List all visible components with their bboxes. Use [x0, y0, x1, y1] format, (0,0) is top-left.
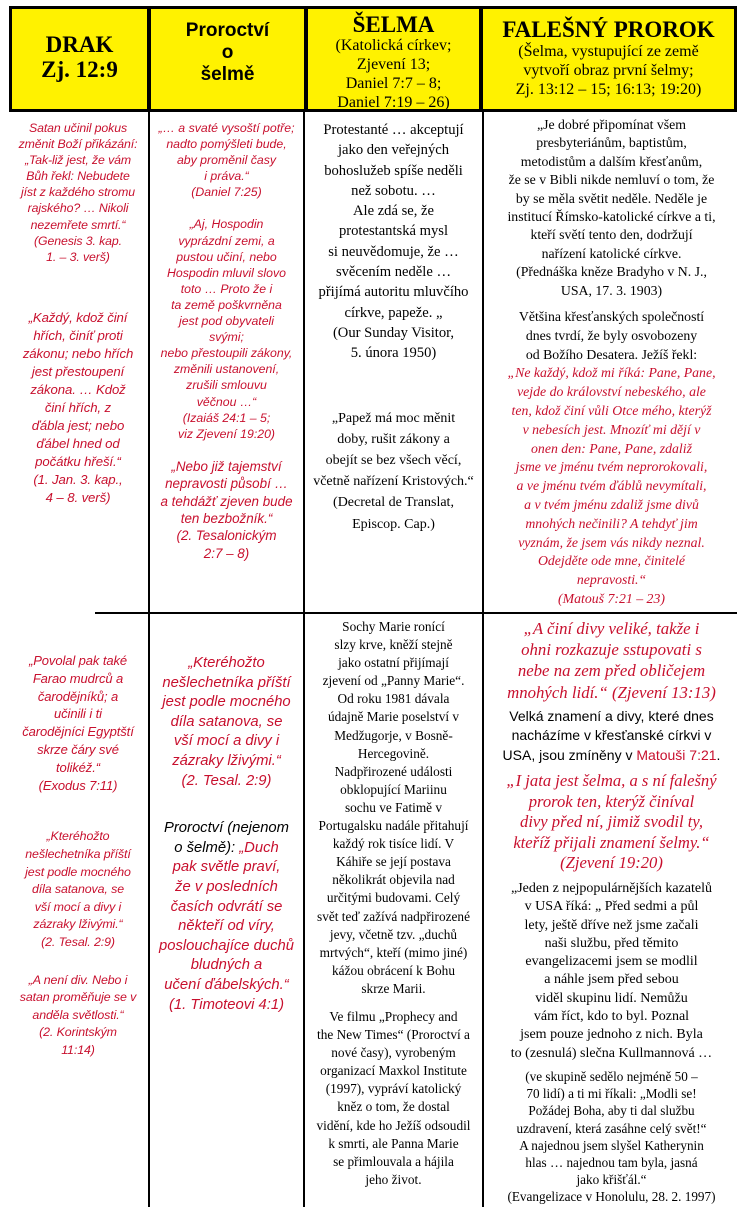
quote-line: „Tak-liž jest, že vám — [24, 153, 132, 168]
quote-line: prorok ten, kterýž činíval — [528, 791, 695, 811]
quote-line: zrušili smlouvu — [186, 378, 267, 393]
text-line: každý rok tisíce lidí. V — [332, 836, 455, 852]
quote-our-sunday-visitor — [305, 120, 482, 364]
quote-timothy — [150, 819, 303, 1015]
text-line: jevy, včetně tzv. „duchů — [329, 926, 458, 942]
quote-line: „Ne každý, kdož mi říká: Pane, Pane, — [507, 365, 716, 381]
quote-line: vší mocí a divy i — [34, 899, 122, 914]
beast-bottom-cell — [305, 618, 482, 1189]
quote-line: díla satanova, se — [170, 713, 283, 730]
ref-matthew: Matouši 7:21 — [636, 746, 717, 763]
header-false-prophet-sub-1: (Šelma, vystupující ze země — [518, 43, 699, 60]
quote-line: „Povolal pak také — [28, 653, 128, 668]
quote-line: zázraky lživými.“ — [33, 917, 123, 932]
quote-line: čarodějníků; a — [37, 688, 119, 704]
quote-2-thess-dragon — [8, 828, 148, 951]
quote-line: mnohých lidí.“ (Zjevení 13:13) — [507, 682, 716, 702]
header-beast — [305, 6, 482, 112]
quote-line: vyprázdní zemi, a — [178, 233, 275, 248]
quote-line: (Our Sunday Visitor, — [332, 324, 455, 341]
quote-2-thess — [150, 654, 303, 791]
quote-line: (2. Tesal. 2:9) — [41, 934, 115, 949]
divider-row — [95, 612, 737, 614]
text-line: kážou obrácení k Bohu — [332, 962, 455, 978]
prophecy-top-cell — [150, 120, 303, 562]
quote-line: ten, kdož činí vůli Otce mého, kterýž — [511, 403, 712, 419]
quote-line: vší mocí a divy i — [173, 733, 280, 750]
false-prophet-top-cell — [484, 116, 739, 609]
header-prophecy-title: Proroctví — [185, 20, 270, 41]
quote-line: (Evangelizace v Honolulu, 28. 2. 1997) — [507, 1189, 716, 1205]
header-prophecy-line3: šelmě — [200, 64, 255, 85]
quote-line: naši službu, před těmito — [544, 935, 679, 951]
quote-line: evangelizacemi jsem se modlil — [525, 954, 698, 970]
text-line: zjevení od „Panny Marie“. — [322, 673, 465, 689]
quote-line: v USA říká: „ Před sedmi a půl — [524, 899, 699, 915]
quote-line: včetně nařízení Kristových.“ — [313, 474, 474, 490]
quote-1-john — [8, 309, 148, 507]
quote-line: satan proměňuje se v — [19, 990, 137, 1005]
prophecy-bottom-cell — [150, 654, 303, 1015]
text-line: obklopující Mariinu — [340, 781, 447, 797]
beast-top-cell — [305, 120, 482, 535]
quote-daniel — [150, 120, 303, 200]
quote-line: že se v Bibli nikde nemluví o tom, že — [508, 172, 715, 188]
quote-line: (1. Timoteovi 4:1) — [169, 996, 284, 1013]
quote-line: v nebesích jest. Mnozíť mi dějí v — [522, 421, 701, 437]
quote-line: pak světle praví, — [172, 859, 281, 876]
quote-line: Protestanté … akceptují — [323, 122, 464, 138]
quote-line: nařízení katolické církve. — [541, 245, 682, 261]
quote-matthew-7 — [484, 364, 739, 608]
quote-line: doby, rušit zákony a — [337, 431, 450, 447]
quote-line: přijímá autoritu mluvčího — [318, 284, 469, 301]
quote-line: uzdravení, která zasáhne celý svět!“ — [516, 1120, 707, 1136]
quote-line: poslouchajíce duchů — [159, 937, 294, 954]
quote-line: „I jata jest šelma, a s ní falešný — [506, 771, 717, 791]
text-line: Většina křesťanských společností — [518, 309, 705, 325]
quote-line: A najednou jsem slyšel Katherynin — [519, 1137, 704, 1153]
quote-line: jest podle mocného — [162, 694, 291, 711]
header-dragon-title: DRAK — [45, 32, 114, 57]
quote-line: Odejděte ode mne, činitelé — [537, 553, 686, 569]
text-line: skrze Marii. — [361, 980, 426, 996]
quote-line: časích odvrátí se — [170, 898, 283, 915]
quote-line: věčnou …“ — [196, 394, 257, 409]
quote-line: (Daniel 7:25) — [191, 185, 262, 200]
quote-line: vejde do království nebeského, ale — [517, 384, 706, 400]
quote-line: činí hřích, z — [44, 399, 112, 415]
dragon-bottom-cell — [8, 652, 148, 1060]
text-line: the New Times“ (Proroctví a — [317, 1027, 470, 1043]
quote-preacher — [484, 880, 739, 1063]
quote-line: zákonu; nebo hřích — [22, 345, 134, 361]
text-line: Medžugorje, v Bosně- — [334, 727, 453, 743]
quote-line: viz Zjevení 19:20) — [177, 426, 276, 441]
text-line: sochu ve Fatimě v — [344, 799, 443, 815]
text-line: Hercegovině. — [357, 745, 430, 761]
quote-line: rajského? … Nikoli — [27, 201, 129, 216]
text-line: Portugalsku nadále přitahují — [318, 818, 469, 834]
header-dragon-ref: Zj. 12:9 — [41, 57, 118, 82]
quote-line: ohni rozkazuje sstupovati s — [521, 640, 702, 660]
quote-line: (2. Tesalonickým — [176, 528, 277, 544]
quote-line: hřích, činíť proti — [33, 327, 123, 343]
quote-line: „Aj, Hospodin — [189, 217, 264, 232]
quote-line: 4 – 8. verš) — [45, 489, 111, 505]
text-line: kněz o tom, že dostal — [337, 1099, 450, 1115]
quote-line: (Přednáška kněze Bradyho v N. J., — [516, 264, 707, 280]
text-line: několikrát objevila nad — [332, 872, 455, 888]
quote-line: jest podle mocného — [25, 864, 131, 879]
quote-brady — [484, 116, 739, 300]
quote-line: jsem pouze jednoho z nich. Byla — [520, 1027, 703, 1043]
dragon-top-cell — [8, 120, 148, 507]
text-line: určitými budovami. Celý — [326, 890, 461, 906]
quote-line: a tehdážť zjeven bude — [160, 493, 293, 509]
quote-line: „Každý, kdož činí — [28, 309, 128, 325]
header-false-prophet-sub-3: Zj. 13:12 – 15; 16:13; 19:20) — [515, 81, 702, 98]
quote-line: někteří od víry, — [178, 918, 275, 935]
quote-line: nezemřete smrtí.“ — [30, 217, 126, 232]
header-prophecy — [148, 6, 307, 112]
quote-line: (Izaiáš 24:1 – 5; — [182, 410, 271, 425]
quote-line: 1. – 3. verš) — [46, 249, 110, 264]
text-decalogue — [484, 308, 739, 364]
quote-line: změnili ustanovení, — [173, 362, 280, 377]
text-line: Káhiře se její postava — [336, 854, 451, 870]
quote-line: skrze čáry své — [37, 741, 119, 757]
text-line: dnes tvrdí, že byly osvobozeny — [525, 327, 698, 343]
false-prophet-bottom-cell — [484, 618, 739, 1206]
quote-line: jest přestoupení — [31, 363, 125, 379]
text-marian-apparitions — [305, 618, 482, 998]
quote-revelation-19 — [484, 771, 739, 874]
quote-line: by se měla světit neděle. Neděle je — [515, 190, 708, 206]
quote-line: nepravosti působí … — [165, 476, 288, 492]
quote-line: pustou učiní, nebo — [176, 249, 277, 264]
text-line: od Božího Desatera. Ježíš řekl: — [525, 346, 698, 362]
header-beast-sub-4: Daniel 7:19 – 26) — [337, 94, 450, 111]
text-line: údajně Marie poselství v — [327, 709, 460, 725]
quote-thessalonians — [150, 458, 303, 562]
quote-isaiah — [150, 216, 303, 441]
text-line: Sochy Marie ronící — [342, 619, 445, 634]
quote-line: (Zjevení 19:20) — [560, 853, 663, 873]
quote-line: tolikéž.“ — [56, 759, 100, 775]
quote-line: mnohých nečinili? A tehdyť jim — [525, 515, 698, 531]
quote-line: bludných a — [190, 957, 263, 974]
quote-line: (Decretal de Translat, — [333, 495, 454, 511]
text-line: USA, jsou zmíněny v — [502, 746, 637, 763]
quote-line: obejít se bez všech věcí, — [325, 452, 462, 468]
quote-line: ten bezbožník.“ — [180, 511, 273, 526]
intro-line: Proroctví (nejenom — [163, 820, 289, 837]
quote-line: „Nebo již tajemství — [171, 458, 282, 474]
quote-line: si neuvědomuje, že … — [328, 243, 459, 260]
header-false-prophet — [480, 6, 737, 112]
quote-line: nebo přestoupili zákony, — [160, 346, 293, 361]
quote-line: vyznám, že jsem vás nikdy neznal. — [518, 534, 705, 550]
quote-line: učení ďábelských.“ — [164, 976, 289, 993]
quote-line: kteříž přijali znamení šelmy.“ — [513, 832, 710, 852]
quote-line: než sobotu. … — [351, 182, 436, 199]
text-line: Nadpřirozené události — [334, 763, 453, 779]
quote-line: 70 lidí) a ti mi říkali: „Modli se! — [526, 1086, 697, 1102]
quote-line: presbyteriánům, baptistům, — [536, 135, 687, 151]
text-line: nacházíme v křesťanské církvi v — [511, 727, 712, 744]
text-signs-wonders — [484, 707, 739, 765]
quote-line: institucí Římsko-katolické církve a ti, — [507, 209, 716, 225]
quote-line: anděla světlosti.“ — [32, 1007, 124, 1022]
quote-line: „A není div. Nebo i — [28, 972, 128, 987]
header-prophecy-line2: o — [221, 42, 234, 63]
text-line: (1997), vypráví katolický — [325, 1081, 462, 1097]
quote-line: čarodějníci Egyptští — [22, 724, 134, 740]
quote-line: díla satanova, se — [32, 882, 124, 897]
header-false-prophet-title: FALEŠNÝ PROROK — [502, 17, 715, 42]
quote-line: „Jeden z nejpopulárnějších kazatelů — [511, 881, 712, 896]
quote-line: i práva.“ — [204, 169, 249, 184]
quote-line: protestantská mysl — [338, 223, 449, 240]
quote-line: „Kteréhožto — [46, 829, 110, 844]
intro-line: o šelmě): — [174, 839, 240, 856]
quote-line: „… a svaté vysoští potře; — [158, 121, 295, 135]
quote-line: „Papež má moc měnit — [331, 410, 456, 426]
quote-line: ďábla jest; nebo — [31, 417, 125, 433]
text-line: k smrti, ale Panna Marie — [328, 1135, 459, 1151]
quote-line: 5. února 1950) — [350, 345, 437, 362]
quote-line: (2. Korintským — [39, 1025, 117, 1040]
quote-line: jsme ve jménu tvém neprorokovali, — [515, 459, 708, 475]
quote-line: to (zesnulá) slečna Kullmannová … — [510, 1045, 713, 1061]
quote-line: svěcením neděle … — [335, 264, 452, 281]
quote-line: vám říct, kdo to byl. Poznal — [533, 1009, 690, 1025]
text-line: organizací Maxkol Institute — [320, 1063, 467, 1079]
quote-line: „A činí divy veliké, takže i — [523, 619, 700, 638]
quote-line: nešlechetníka příští — [25, 846, 131, 861]
quote-line: ďábel hned od — [36, 435, 120, 451]
quote-line: kteří světí tento den, dodržují — [530, 227, 693, 243]
header-dragon — [9, 6, 150, 112]
quote-line: jako křišťál.“ — [576, 1172, 647, 1188]
quote-line: Ale zdá se, že — [352, 203, 435, 220]
quote-line: Satan učinil pokus — [28, 121, 127, 135]
quote-line: a v tvém jménu zdaliž jsme divů — [524, 497, 699, 513]
quote-line: USA, 17. 3. 1903) — [560, 282, 663, 298]
header-beast-sub-2: Zjevení 13; — [356, 56, 431, 73]
quote-line: metodistům a dalším křesťanům, — [520, 153, 703, 169]
text-maxkol-film — [305, 1008, 482, 1189]
quote-line: církve, papeže. „ — [344, 304, 443, 321]
quote-line: 11:14) — [61, 1042, 95, 1057]
quote-line: počátku hřeší.“ — [35, 453, 121, 469]
quote-line: nadto pomýšleti bude, — [166, 137, 287, 152]
text-line: se přimlouvala a hájila — [333, 1153, 454, 1169]
text-line: Ve filmu „Prophecy and — [329, 1008, 458, 1024]
text-line: . — [716, 746, 721, 763]
quote-line: (Genesis 3. kap. — [34, 233, 122, 248]
quote-line: jest pod obyvateli — [178, 314, 275, 329]
quote-line: hlas … najednou tam byla, jasná — [525, 1154, 698, 1170]
text-line: jako ostatní přijímají — [338, 655, 449, 671]
quote-line: (2. Tesal. 2:9) — [181, 772, 272, 789]
quote-line: viděl skupinu lidí. Nemůžu — [535, 990, 688, 1006]
text-line: mrtvých“, kteří (mimo jiné) — [319, 944, 468, 960]
text-line: jeho život. — [365, 1171, 422, 1187]
quote-line: lety, ještě dříve než jsme začali — [524, 917, 699, 933]
header-beast-title: ŠELMA — [352, 12, 435, 37]
quote-honolulu — [484, 1068, 739, 1206]
quote-line: a ve jménu tvém ďáblů nevymítali, — [516, 478, 707, 494]
text-line: Velká znamení a divy, které dnes — [509, 707, 714, 724]
quote-line: Hospodin mluvil slovo — [167, 265, 286, 280]
quote-line: Farao mudrců a — [32, 670, 124, 686]
quote-line: Požádej Boha, aby ti dal službu — [528, 1103, 695, 1119]
quote-line: nebe na zem před obličejem — [517, 661, 706, 681]
quote-line: zákona. … Kdož — [30, 381, 126, 397]
quote-line: zázraky lživými.“ — [172, 752, 281, 769]
header-beast-sub-3: Daniel 7:7 – 8; — [345, 75, 442, 92]
quote-line: nepravosti.“ — [576, 572, 647, 588]
quote-revelation-13 — [484, 618, 739, 703]
quote-line: svými; — [209, 330, 244, 345]
quote-corinthians — [8, 972, 148, 1060]
quote-decretal — [305, 408, 482, 535]
quote-line: „Kteréhožto — [188, 655, 265, 671]
text-line: nové časy), vyrobeným — [331, 1045, 456, 1061]
quote-line: toto … Proto že i — [180, 281, 273, 296]
quote-line: (ve skupině sedělo nejméně 50 – — [525, 1068, 698, 1084]
quote-line: „Duch — [239, 839, 279, 856]
quote-line: že v posledních — [175, 878, 278, 895]
header-beast-sub-1: (Katolická církev; — [335, 37, 452, 54]
quote-line: nešlechetníka příští — [162, 674, 291, 691]
quote-line: (Exodus 7:11) — [38, 777, 118, 793]
quote-line: změnit Boží přikázání: — [18, 137, 138, 152]
text-line: vidění, kde ho Ježíš odsoudil — [316, 1117, 471, 1133]
quote-line: (1. Jan. 3. kap., — [33, 471, 123, 487]
text-line: Od roku 1981 dávala — [337, 691, 450, 707]
quote-line: 2:7 – 8) — [203, 545, 250, 561]
quote-line: učinili i ti — [54, 706, 102, 722]
quote-line: jíst z každého stromu — [20, 185, 136, 200]
quote-line: divy před ní, jimiž svodil ty, — [520, 812, 703, 832]
quote-genesis — [8, 120, 148, 265]
quote-line: „Je dobré připomínat všem — [536, 117, 687, 132]
quote-line: jako den veřejných — [337, 142, 450, 159]
quote-line: ta země poškvrněna — [171, 297, 282, 312]
quote-exodus — [8, 652, 148, 794]
header-false-prophet-sub-2: vytvoří obraz první šelmy; — [523, 62, 694, 79]
text-line: slzy krve, kněží stejně — [334, 637, 453, 653]
quote-line: (Matouš 7:21 – 23) — [558, 591, 665, 607]
text-line: svět teď zažívá nadpřirozené — [317, 908, 470, 924]
quote-line: onen den: Pane, Pane, zdaliž — [531, 440, 692, 456]
quote-line: a náhle jsem před sebou — [544, 972, 679, 988]
quote-line: Bůh řekl: Nebudete — [26, 169, 130, 184]
quote-line: aby proměnil časy — [176, 153, 277, 168]
quote-line: Episcop. Cap.) — [352, 516, 435, 532]
quote-line: bohoslužeb spíše neděli — [324, 162, 463, 179]
